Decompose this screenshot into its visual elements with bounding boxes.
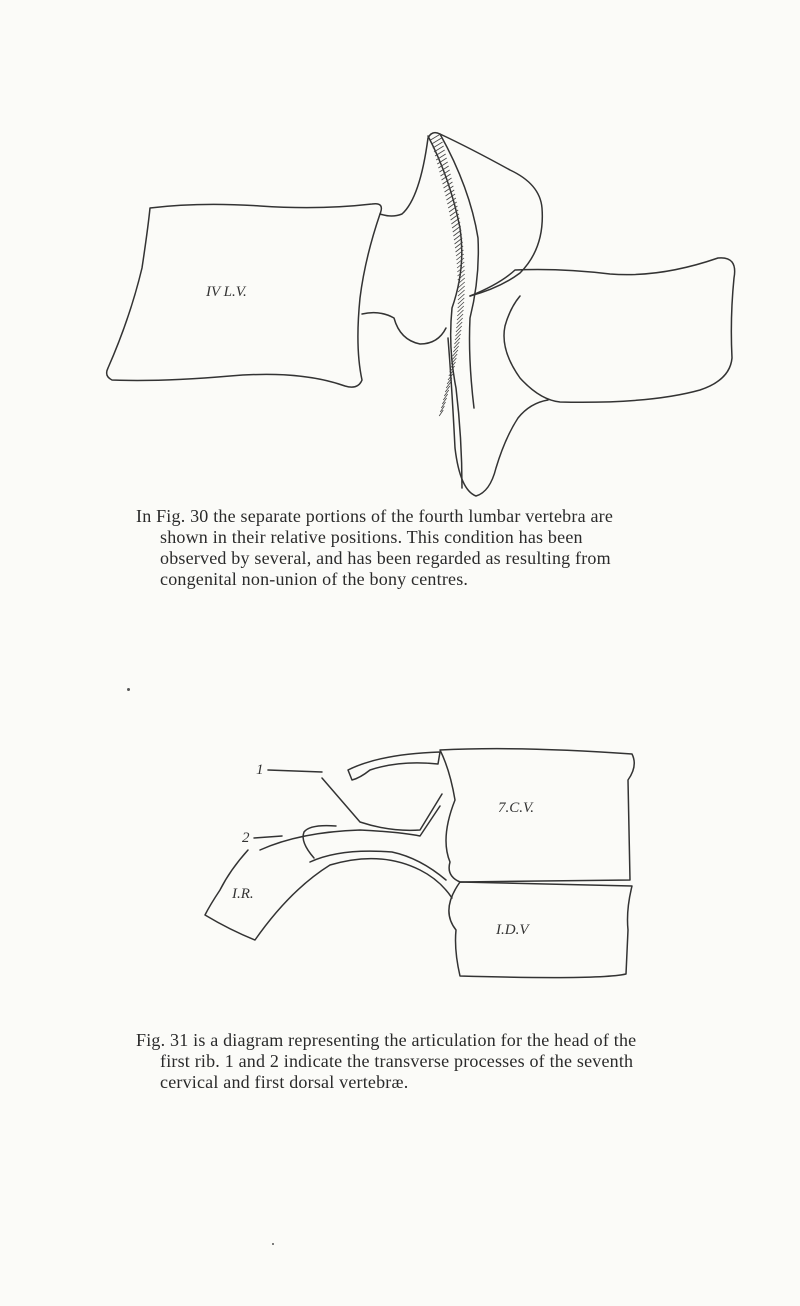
hatch-stroke xyxy=(453,350,458,356)
fig31-cervical-vertebra xyxy=(440,749,634,882)
fig31-label-1: 1 xyxy=(256,762,264,778)
fig31-process-1-lower xyxy=(322,778,442,830)
fig31-label-2: 2 xyxy=(242,830,250,846)
fig31-label-dorsal: I.D.V xyxy=(496,922,529,938)
fig31-transverse-process-2 xyxy=(260,806,440,850)
fig30-label-vertebra: IV L.V. xyxy=(206,284,247,300)
fig31-drawing xyxy=(0,740,800,1020)
fig30-drawing xyxy=(0,118,800,498)
hatch-stroke xyxy=(455,334,461,340)
hatch-stroke xyxy=(455,330,461,336)
fig31-label-rib: I.R. xyxy=(232,886,254,902)
hatch-stroke xyxy=(456,322,462,328)
figure-31-caption xyxy=(136,1030,716,1093)
fig31-process-lower-edge xyxy=(303,826,336,858)
fig30-spinous-process xyxy=(448,338,548,496)
hatch-stroke xyxy=(456,326,462,332)
hatch-stroke xyxy=(454,342,460,348)
hatch-stroke xyxy=(452,354,457,360)
figure-31-diagram xyxy=(0,740,800,1020)
caption31-line-1: Fig. 31 is a diagram representing the articulation for the head of the xyxy=(136,1030,637,1050)
fig31-dorsal-vertebra xyxy=(449,882,632,978)
fig31-transverse-process-1 xyxy=(348,752,440,780)
hatch-stroke xyxy=(453,346,458,352)
figure-30-diagram xyxy=(0,118,800,498)
caption30-line-1: In Fig. 30 the separate portions of the fourth lumbar vertebra are xyxy=(136,506,614,526)
fig31-leader-2 xyxy=(254,836,282,838)
fig30-lamina-lower xyxy=(362,313,446,344)
caption31-line-2: first rib. 1 and 2 indicate the transverse processes of the seventh xyxy=(160,1051,634,1071)
paper-speck xyxy=(127,688,130,691)
caption31-line-3: cervical and first dorsal vertebræ. xyxy=(160,1072,409,1092)
fig31-leader-1 xyxy=(268,770,322,772)
fig30-hatched-cleft xyxy=(428,134,478,488)
caption30-line-4: congenital non-union of the bony centres. xyxy=(160,569,469,589)
figure-30-caption xyxy=(136,506,716,590)
hatch-stroke xyxy=(454,338,460,344)
fig31-label-cervical: 7.C.V. xyxy=(498,800,534,816)
caption30-line-2: shown in their relative positions. This condition has been xyxy=(160,527,583,547)
caption30-line-3: observed by several, and has been regarded as resulting from xyxy=(160,548,611,568)
paper-speck xyxy=(272,1243,274,1245)
